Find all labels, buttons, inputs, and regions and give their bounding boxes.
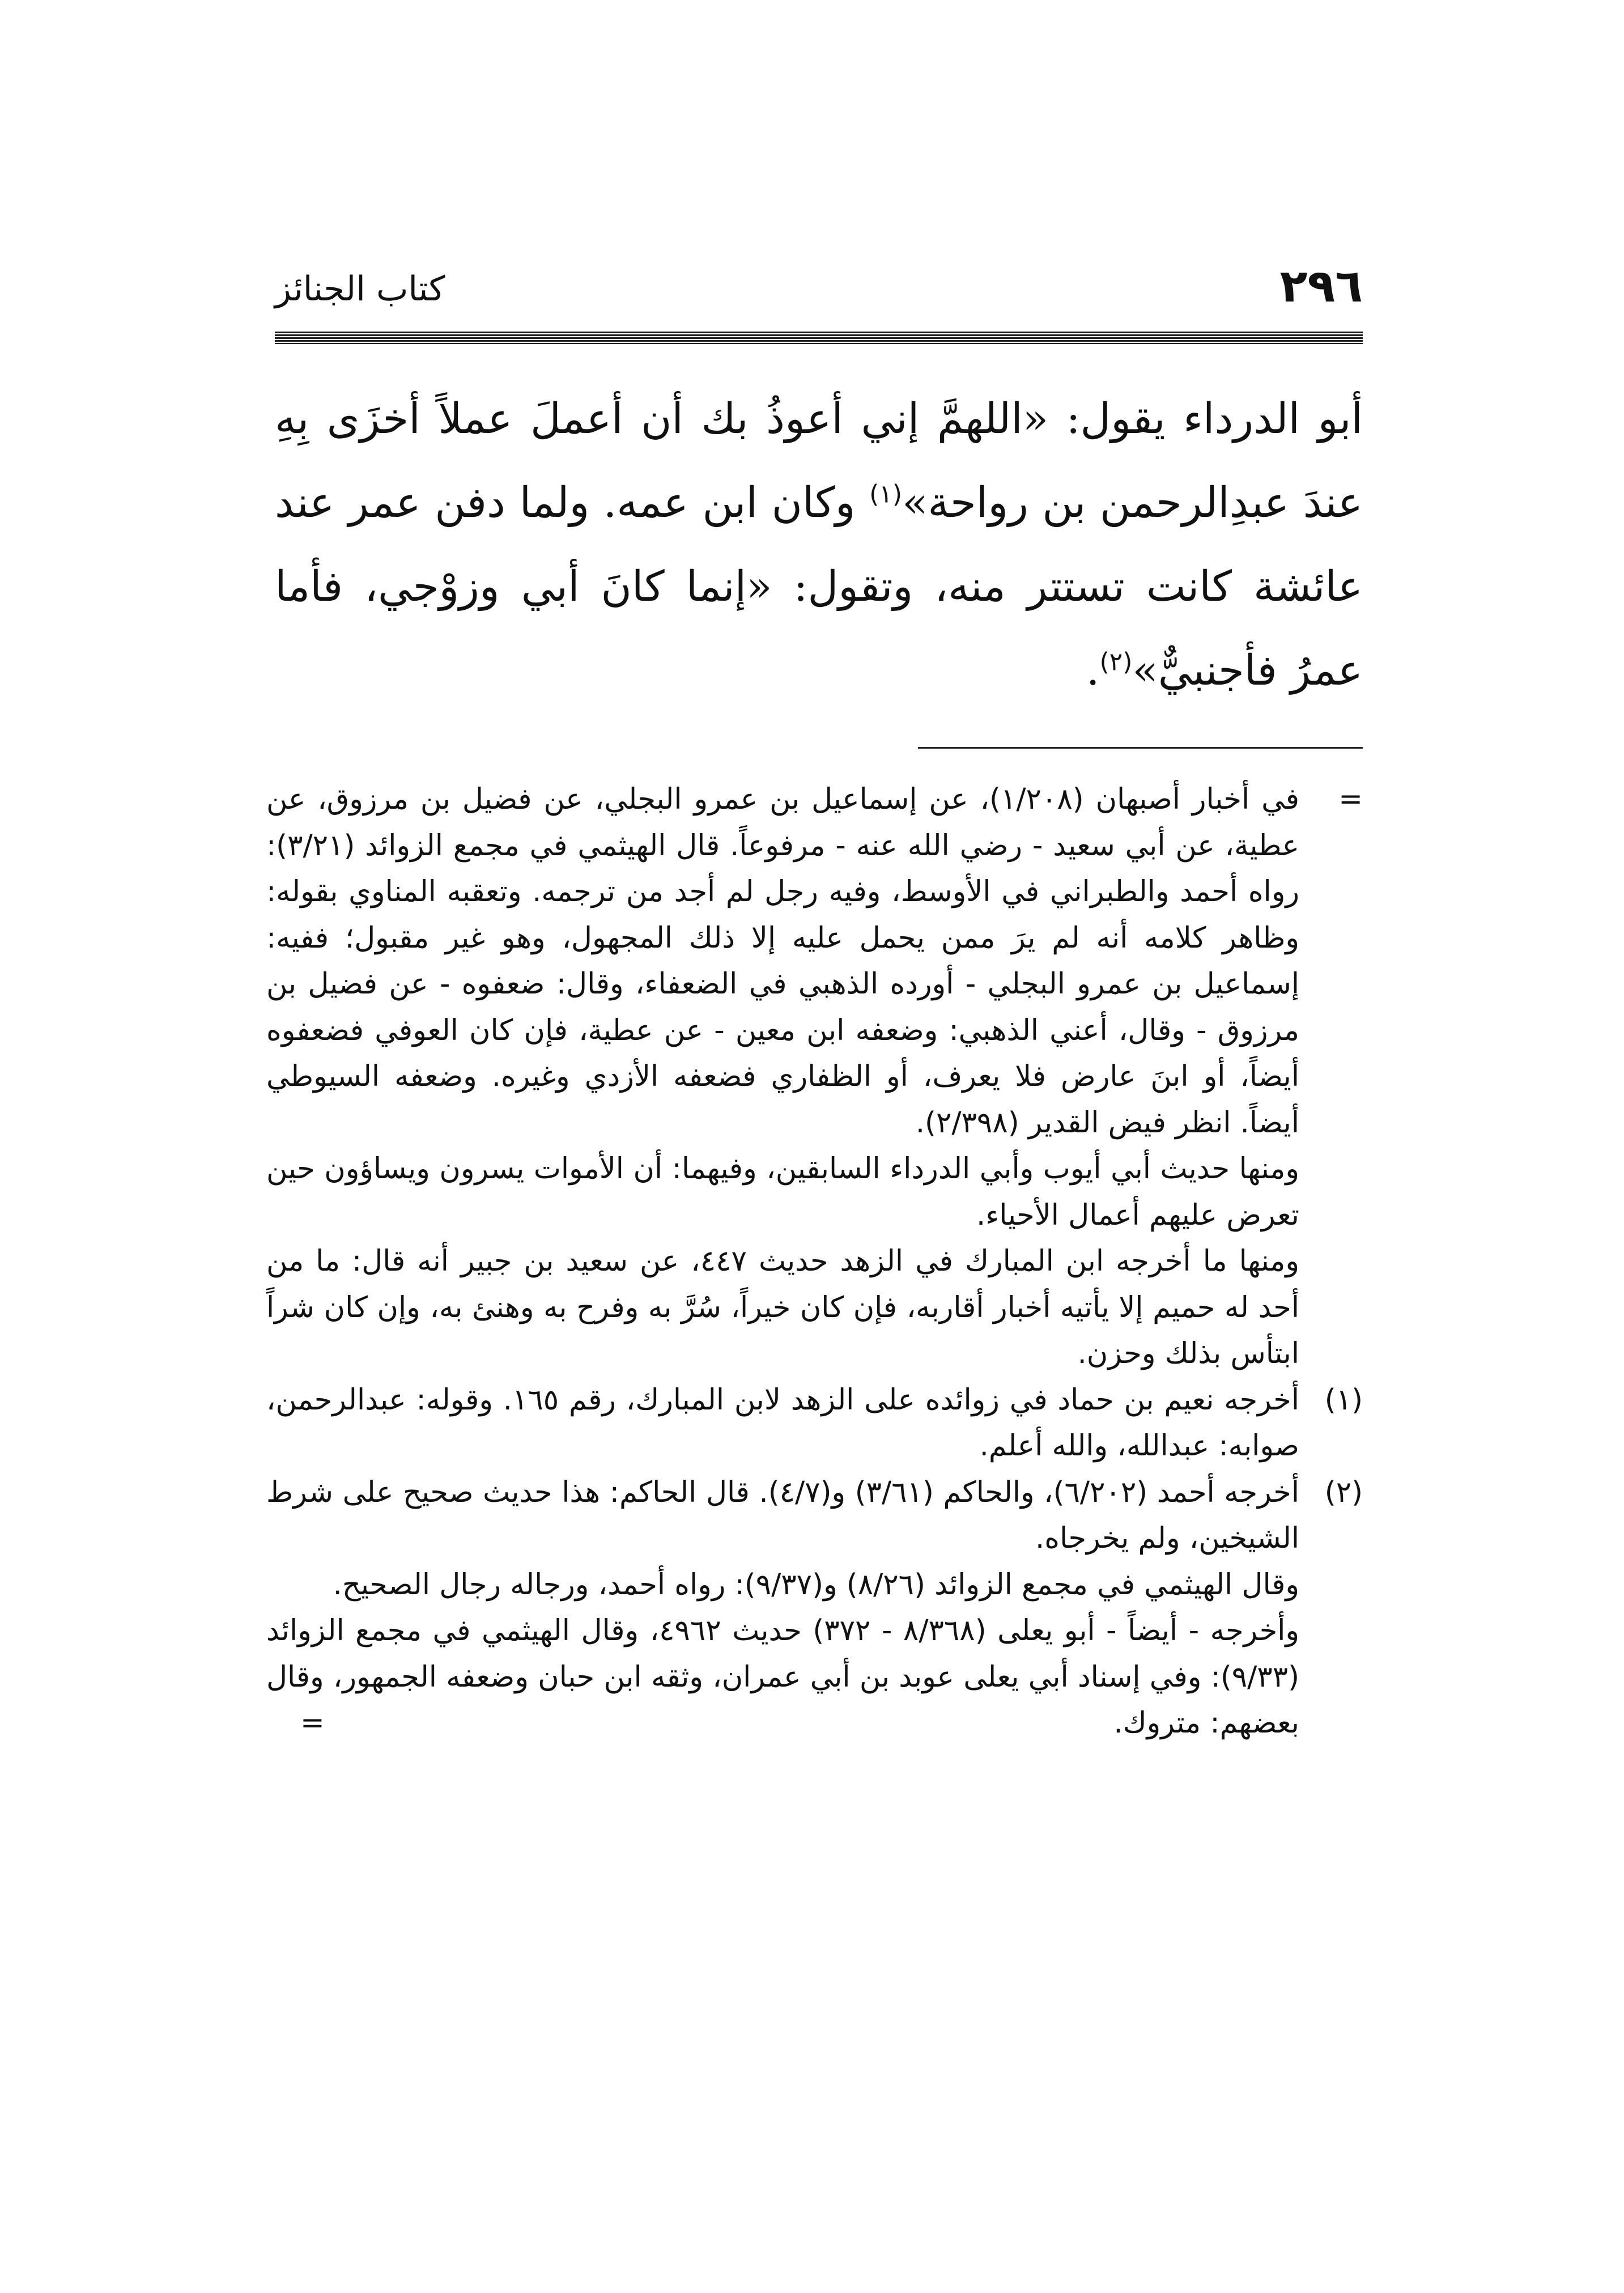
footnote-separator [918,747,1363,749]
footnotes [266,776,1363,1747]
running-title: كتاب الجنائز [275,269,445,309]
footnote-paragraph: أخرجه نعيم بن حماد في زوائده على الزهد لابن المبارك، رقم ١٦٥. وقوله: عبدالرحمن، صوابه: عبدالله، والله أعلم. [266,1383,1299,1463]
footnote-1-marker: (١) [1324,1383,1363,1417]
footnote-ref-2: (٢) [1099,647,1133,677]
footnote-2 [266,1470,1363,1747]
page-header [275,258,1363,332]
footnote-1 [266,1377,1363,1470]
continuation-marker: = [1338,783,1363,816]
footnote-ref-1: (١) [869,479,903,509]
main-text [275,377,1363,712]
main-text-end: . [1086,646,1100,695]
main-paragraph [275,377,1363,712]
footnote-continuation [266,776,1363,1377]
page-number: ٢٩٦ [1279,260,1363,312]
main-text-part-1: أبو الدرداء يقول: «اللهمَّ إني أعوذُ بك أن أعملَ عملاً أخزَى بِهِ عندَ عبدِالرحمن بن رواحة» [275,394,1363,527]
footnote-paragraph [266,1608,1299,1747]
header-rule [275,332,1363,344]
main-text-part-2: وكان ابن عمه. ولما دفن عمر عند عائشة كانت تستتر منه، وتقول: «إنما كانَ أبي وزوْجي، فأما عمرُ فأجنبيٌّ» [275,478,1363,695]
footnote-2-marker: (٢) [1324,1475,1363,1509]
footnote-paragraph: في أخبار أصبهان (١/٢٠٨)، عن إسماعيل بن عمرو البجلي، عن فضيل بن مرزوق، عن عطية، عن أبي سعيد - رضي الله عنه - مرفوعاً. قال الهيثمي في مجمع الزوائد (٣/٢١): رواه أحمد والطبراني في الأوسط، وفيه رجل لم أجد من ترجمه. وتعقبه المناوي بقوله: وظاهر كلامه أنه لم يرَ ممن يحمل عليه إلا ذلك المجهول، وهو غير مقبول؛ ففيه: إسماعيل بن عمرو البجلي - أورده الذهبي في الضعفاء، وقال: ضعفوه - عن فضيل بن مرزوق - وقال، أعني الذهبي: وضعفه ابن معين - عن عطية، فإن كان العوفي فضعفوه أيضاً، أو ابنَ عارض فلا يعرف، أو الظفاري فضعفه الأزدي وغيره. وضعفه السيوطي أيضاً. انظر فيض القدير (٢/٣٩٨). [266,783,1299,1140]
continues-marker: = [300,1706,325,1740]
footnote-paragraph: ومنها حديث أبي أيوب وأبي الدرداء السابقين، وفيهما: أن الأموات يسرون ويساؤون حين تعرض عليهم أعمال الأحياء. [266,1152,1299,1232]
footnote-paragraph: ومنها ما أخرجه ابن المبارك في الزهد حديث ٤٤٧، عن سعيد بن جبير أنه قال: ما من أحد له حميم إلا يأتيه أخبار أقاربه، فإن كان خيراً، سُرَّ به وفرح به وهنئ به، وإن كان شراً ابتأس بذلك وحزن. [266,1245,1299,1370]
footnote-paragraph: أخرجه أحمد (٦/٢٠٢)، والحاكم (٣/٦١) و(٤/٧). قال الحاكم: هذا حديث صحيح على شرط الشيخين، ولم يخرجاه. [266,1475,1299,1555]
footnote-paragraph: وقال الهيثمي في مجمع الزوائد (٨/٢٦) و(٩/٣٧): رواه أحمد، ورجاله رجال الصحيح. [333,1568,1299,1602]
footnote-text: وأخرجه - أيضاً - أبو يعلى (٨/٣٦٨ - ٣٧٢) حديث ٤٩٦٢، وقال الهيثمي في مجمع الزوائد (٩/٣٣): وفي إسناد أبي يعلى عوبد بن أبي عمران، وثقه ابن حبان وضعفه الجمهور، وقال بعضهم: متروك. [266,1614,1299,1740]
